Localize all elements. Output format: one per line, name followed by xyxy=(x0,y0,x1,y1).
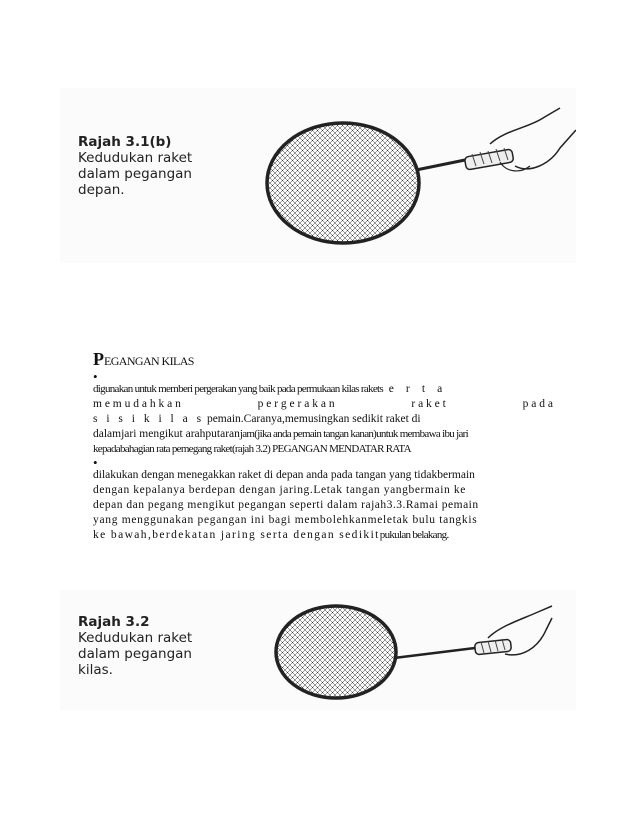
para1-line4-b: jam(jika anda pemain tangan kanan)untuk membawa ibu jari xyxy=(239,428,468,440)
heading-rest: EGANGAN KILAS xyxy=(104,354,194,368)
para2-line3: depan dan pegang mengikut pegangan seperti dalam rajah3.3.Ramai pemain xyxy=(93,499,479,511)
figure1-caption-line: dalam pegangan xyxy=(78,166,192,182)
figure-rajah-3-1b xyxy=(60,88,576,263)
paragraph-1 xyxy=(93,382,553,457)
figure2-caption-line: kilas. xyxy=(78,662,113,678)
para2-line5-a: ke bawah,berdekatan jaring serta dengan sedikit xyxy=(93,529,380,541)
para2-line4: yang menggunakan pegangan ini bagi membolehkanmeletak bulu tangkis xyxy=(93,514,478,526)
heading-initial: P xyxy=(93,349,104,369)
figure2-caption xyxy=(78,614,192,678)
figure1-title: Rajah 3.1(b) xyxy=(78,134,172,150)
para2-line2: dengan kepalanya berdepan dengan jaring.Letak tangan yangbermain ke xyxy=(93,484,466,496)
section-heading xyxy=(93,349,553,369)
figure1-caption-line: depan. xyxy=(78,182,125,198)
para1-line1-tail: e r t a xyxy=(388,383,447,395)
body-text xyxy=(93,349,553,543)
para1-line4-a: dalamjari mengikut arahputaran xyxy=(93,428,240,440)
para1-line3-a: s i s i k i l a s xyxy=(93,413,205,425)
bullet-2: • xyxy=(93,455,98,470)
para1-word: m e m u d a h k a n xyxy=(93,398,181,410)
para1-line1-text: digunakan untuk memberi pergerakan yang baik pada permukaan kilas rakets xyxy=(93,383,383,395)
bullet-1: • xyxy=(93,369,98,384)
para2-line1: dilakukan dengan menegakkan raket di depan anda pada tangan yang tidakbermain xyxy=(93,469,475,481)
figure2-caption-line: dalam pegangan xyxy=(78,646,192,662)
para1-line3-b: pemain.Caranya,memusingkan sedikit raket di xyxy=(206,413,421,425)
para1-word: r a k e t xyxy=(411,398,446,410)
para1-word: p a d a xyxy=(522,398,553,410)
para1-word: p e r g e r a k a n xyxy=(257,398,335,410)
figure1-caption xyxy=(78,134,192,198)
figure1-caption-line: Kedudukan raket xyxy=(78,150,193,166)
figure-rajah-3-2 xyxy=(60,590,576,710)
para1-line2 xyxy=(93,397,553,412)
figure2-caption-line: Kedudukan raket xyxy=(78,630,193,646)
figure2-title: Rajah 3.2 xyxy=(78,614,150,630)
para1-line5: kepadabahagian rata pemegang raket(rajah 3.2) PEGANGAN MENDATAR RATA xyxy=(93,443,411,455)
paragraph-2 xyxy=(93,468,553,543)
para2-line5-b: pukulan belakang. xyxy=(379,529,449,541)
